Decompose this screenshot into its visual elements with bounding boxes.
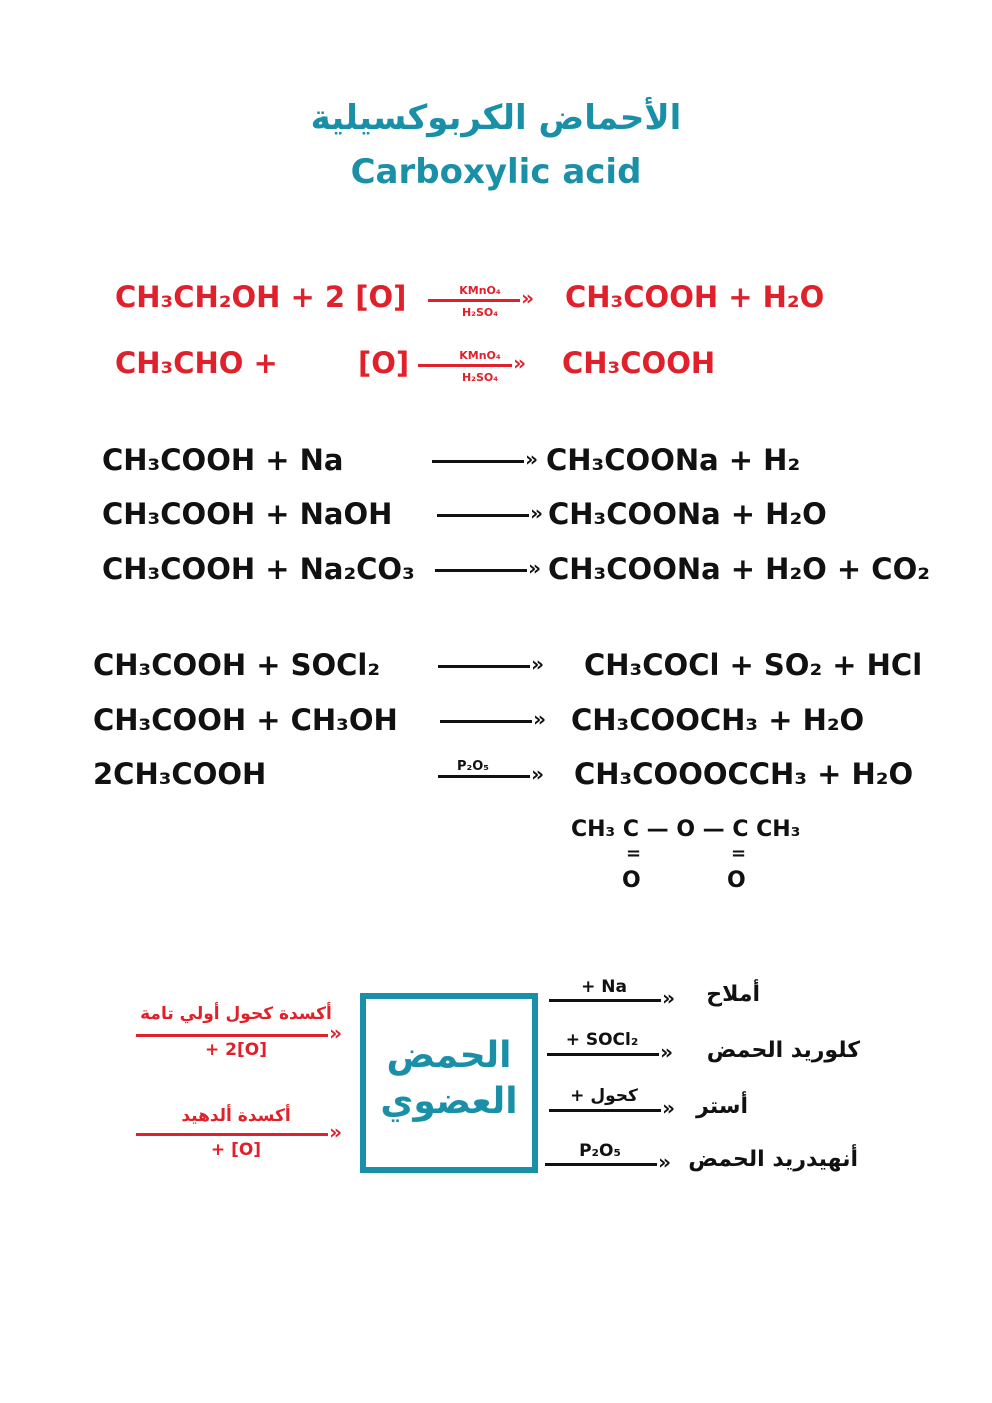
- salt-2-products: CH₃COONa + H₂O: [548, 497, 827, 531]
- carbonyl-oxygen-1: O: [622, 868, 641, 893]
- derivative-1-arrow: [438, 665, 530, 668]
- organic-acid-box: [360, 993, 538, 1173]
- salt-1-reactants: CH₃COOH + Na: [102, 443, 344, 477]
- input-2-reagent: + [O]: [210, 1140, 262, 1160]
- oxidation-1-reactants: CH₃CH₂OH + 2 [O]: [115, 280, 407, 314]
- output-4-arrow: [545, 1163, 657, 1166]
- derivative-3-reactants: 2CH₃COOH: [93, 757, 267, 791]
- output-2-reagent: + SOCl₂: [565, 1030, 639, 1050]
- input-2-label: أكسدة ألدهيد: [181, 1106, 291, 1126]
- oxidation-1-arrow: [428, 299, 520, 302]
- organic-acid-label-line2: العضوي: [380, 1081, 518, 1122]
- output-3-product: أستر: [696, 1094, 748, 1119]
- output-1-arrow: [549, 999, 661, 1002]
- output-3-reagent: + كحول: [570, 1086, 638, 1106]
- input-2-arrow: [136, 1133, 328, 1136]
- derivative-1-reactants: CH₃COOH + SOCl₂: [93, 648, 381, 682]
- input-1-label: أكسدة كحول أولي تامة: [140, 1004, 332, 1024]
- output-3-arrow: [549, 1109, 661, 1112]
- derivative-2-products: CH₃COOCH₃ + H₂O: [571, 703, 865, 737]
- oxidation-2-oxygen: [O]: [358, 346, 410, 380]
- output-4-reagent: P₂O₅: [579, 1141, 621, 1161]
- organic-acid-label-line1: الحمض: [386, 1035, 512, 1076]
- oxidation-2-reactant: CH₃CHO +: [115, 346, 278, 380]
- derivative-2-reactants: CH₃COOH + CH₃OH: [93, 703, 398, 737]
- output-1-reagent: + Na: [581, 977, 627, 997]
- salt-3-products: CH₃COONa + H₂O + CO₂: [548, 552, 930, 586]
- oxidation-2-catalyst: KMnO₄: [459, 349, 501, 362]
- oxidation-2-arrow: [418, 364, 512, 367]
- oxidation-1-acid: H₂SO₄: [461, 306, 499, 319]
- derivative-2-arrow: [440, 720, 532, 723]
- oxidation-2-acid: H₂SO₄: [461, 371, 499, 384]
- double-bond-1: =: [626, 843, 642, 864]
- page-title-english: Carboxylic acid: [350, 152, 642, 192]
- salt-1-products: CH₃COONa + H₂: [546, 443, 801, 477]
- carbonyl-oxygen-2: O: [727, 868, 746, 893]
- page-title-arabic: الأحماض الكربوكسيلية: [310, 98, 682, 138]
- salt-2-reactants: CH₃COOH + NaOH: [102, 497, 393, 531]
- salt-2-arrow: [437, 514, 529, 517]
- derivative-3-condition: P₂O₅: [457, 759, 489, 774]
- salt-3-arrow: [435, 569, 527, 572]
- derivative-1-products: CH₃COCl + SO₂ + HCl: [584, 648, 923, 682]
- oxidation-1-products: CH₃COOH + H₂O: [565, 280, 825, 314]
- double-bond-2: =: [731, 843, 747, 864]
- output-2-arrow: [547, 1053, 659, 1056]
- output-2-product: كلوريد الحمض: [706, 1038, 860, 1063]
- input-1-reagent: + 2[O]: [205, 1040, 267, 1060]
- oxidation-1-catalyst: KMnO₄: [459, 284, 501, 297]
- output-4-product: أنهيدريد الحمض: [688, 1147, 858, 1172]
- salt-3-reactants: CH₃COOH + Na₂CO₃: [102, 552, 415, 586]
- anhydride-structure: CH₃ C — O — C CH₃: [571, 817, 801, 842]
- derivative-3-products: CH₃COOOCCH₃ + H₂O: [574, 757, 914, 791]
- salt-1-arrow: [432, 460, 524, 463]
- input-1-arrow: [136, 1034, 328, 1037]
- output-1-product: أملاح: [706, 982, 760, 1007]
- oxidation-2-product: CH₃COOH: [562, 346, 716, 380]
- derivative-3-arrow: [438, 775, 530, 778]
